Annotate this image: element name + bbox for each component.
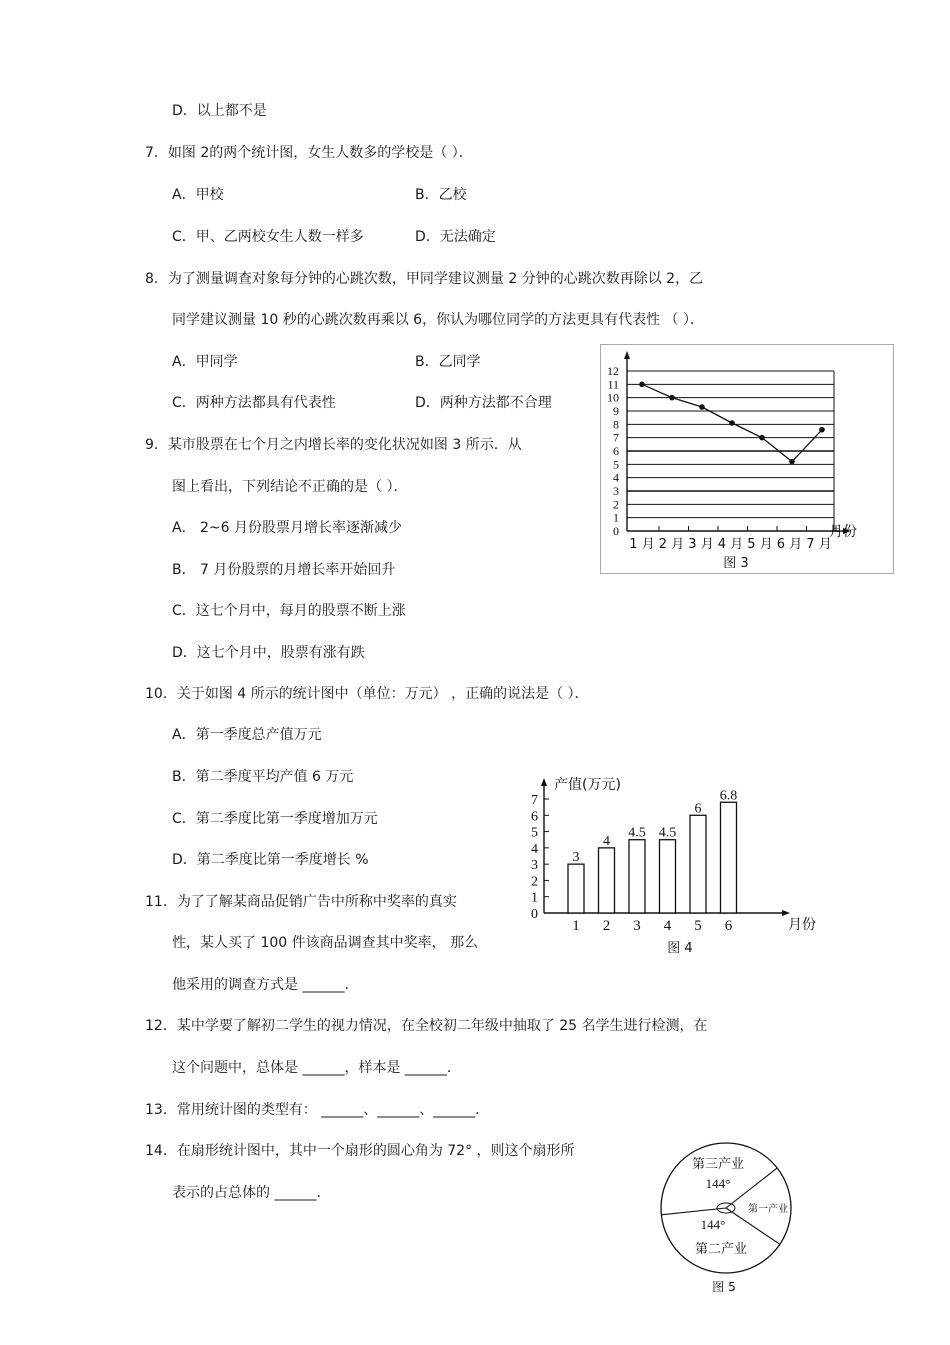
- q12-stem-line1: 12．某中学要了解初二学生的视力情况，在全校初二年级中抽取了 25 名学生进行检测，在: [145, 1018, 708, 1034]
- q14-stem-line1: 14．在扇形统计图中，其中一个扇形的圆心角为 72° ，则这个扇形所: [145, 1143, 575, 1159]
- q10-option-d: D．第二季度比第一季度增长 %: [172, 852, 369, 868]
- x-tick-label: 2: [602, 918, 611, 934]
- sector-label-secondary: 第二产业: [694, 1242, 748, 1257]
- data-point: [639, 382, 645, 388]
- x-tick-label: 5: [694, 918, 702, 934]
- x-tick-label: 4: [663, 918, 672, 934]
- sector-boundary: [726, 1168, 777, 1208]
- y-tick-label: 6: [531, 809, 538, 825]
- q8-option-a: A．甲同学: [172, 354, 238, 370]
- data-point: [699, 404, 705, 410]
- figure-4-bar-chart: [528, 768, 826, 958]
- q9-option-a: A． 2~6 月份股票月增长率逐渐减少: [172, 520, 403, 536]
- q6-option-d: D．以上都不是: [172, 103, 267, 119]
- q9-option-d: D．这七个月中，股票有涨有跌: [172, 645, 365, 661]
- bar: [721, 802, 737, 913]
- data-point: [819, 427, 825, 433]
- q11-stem-line1: 11．为了了解某商品促销广告中所称中奖率的真实: [145, 894, 457, 910]
- y-tick-label: 10: [607, 390, 619, 405]
- figure-3: [600, 344, 894, 574]
- q8-stem-line1: 8．为了测量调查对象每分钟的心跳次数，甲同学建议测量 2 分钟的心跳次数再除以 2，乙: [145, 271, 704, 287]
- q13-stem: 13．常用统计图的类型有： ______、______、______．: [145, 1102, 490, 1118]
- q10-stem: 10．关于如图 4 所示的统计图中（单位：万元） ，正确的说法是（ ）．: [145, 686, 589, 702]
- bar-value-label: 6.8: [719, 788, 738, 804]
- y-tick-label: 11: [607, 377, 619, 392]
- q7-option-c: C．甲、乙两校女生人数一样多: [172, 229, 364, 245]
- y-tick-label: 0: [613, 524, 619, 538]
- q11-stem-line3: 他采用的调查方式是 ______．: [172, 977, 359, 993]
- figure-3-line-chart: [601, 345, 893, 573]
- bar: [690, 815, 706, 913]
- data-point: [759, 435, 765, 441]
- x-tick-label: 3 月: [688, 537, 714, 552]
- figure-4-y-title: 产值(万元): [554, 777, 621, 793]
- y-tick-label: 5: [531, 825, 538, 841]
- bar: [568, 864, 584, 913]
- x-tick-label: 3: [633, 918, 641, 934]
- q8-option-c: C．两种方法都具有代表性: [172, 395, 336, 411]
- y-tick-label: 3: [531, 858, 538, 874]
- data-point: [729, 420, 735, 426]
- y-tick-label: 9: [613, 404, 619, 418]
- figure-5-caption: 图 5: [712, 1280, 736, 1294]
- bar: [599, 848, 615, 913]
- x-tick-label: 4 月: [717, 537, 744, 552]
- q7-stem: 7．如图 2的两个统计图，女生人数多的学校是（ ）．: [145, 145, 473, 161]
- q10-option-b: B．第二季度平均产值 6 万元: [172, 769, 354, 785]
- q8-option-b: B．乙同学: [415, 354, 481, 370]
- y-tick-label: 3: [613, 484, 619, 498]
- figure-3-x-unit: 月份: [829, 524, 857, 540]
- q9-stem-line1: 9．某市股票在七个月之内增长率的变化状况如图 3 所示．从: [145, 437, 522, 453]
- x-tick-label: 7 月: [806, 537, 832, 552]
- x-tick-label: 5 月: [747, 537, 773, 552]
- y-tick-label: 5: [613, 457, 619, 472]
- x-tick-label: 1 月: [629, 537, 655, 552]
- q9-option-c: C．这七个月中，每月的股票不断上涨: [172, 603, 406, 619]
- figure-3-caption: 图 3: [723, 556, 749, 571]
- x-tick-label: 2 月: [658, 537, 685, 552]
- data-point: [789, 459, 795, 465]
- y-tick-label: 4: [531, 841, 538, 857]
- bar-value-label: 3: [572, 850, 580, 866]
- y-tick-label: 12: [607, 364, 619, 378]
- angle-label-tertiary: 144°: [705, 1176, 731, 1191]
- q12-stem-line2: 这个问题中，总体是 ______，样本是 ______．: [172, 1060, 461, 1076]
- y-axis-arrow: [624, 351, 630, 359]
- q7-option-b: B．乙校: [415, 187, 467, 203]
- x-tick-label: 6: [724, 918, 733, 934]
- y-tick-label: 4: [613, 470, 619, 485]
- bar-value-label: 4: [603, 833, 610, 849]
- sector-label-primary: 第一产业: [748, 1204, 788, 1215]
- angle-label-secondary: 144°: [700, 1217, 726, 1232]
- q8-stem-line2: 同学建议测量 10 秒的心跳次数再乘以 6，你认为哪位同学的方法更具有代表性 （ ）．: [172, 312, 704, 328]
- y-tick-label: 7: [613, 430, 619, 445]
- figure-4-x-unit: 月份: [788, 917, 816, 933]
- figure-4-caption: 图 4: [667, 941, 693, 956]
- x-axis-arrow: [782, 910, 790, 916]
- y-tick-label: 6: [613, 444, 619, 458]
- sector-label-tertiary: 第三产业: [691, 1157, 745, 1172]
- bar-value-label: 6: [694, 801, 702, 817]
- q8-option-d: D．两种方法都不合理: [415, 395, 552, 411]
- q9-stem-line2: 图上看出，下列结论不正确的是（ ）．: [172, 479, 408, 495]
- q10-option-a: A．第一季度总产值万元: [172, 727, 322, 743]
- sector-boundary: [661, 1208, 726, 1215]
- q9-option-b: B． 7 月份股票的月增长率开始回升: [172, 562, 396, 578]
- data-point: [669, 395, 675, 401]
- bar: [660, 840, 676, 913]
- y-tick-label: 1: [531, 890, 538, 906]
- bar-value-label: 4.5: [628, 825, 646, 841]
- q7-option-a: A．甲校: [172, 187, 224, 203]
- q11-stem-line2: 性，某人买了 100 件该商品调查其中奖率， 那么: [172, 935, 479, 951]
- y-tick-label: 8: [613, 417, 619, 432]
- x-tick-label: 6 月: [776, 537, 803, 552]
- y-tick-label: 0: [531, 907, 538, 922]
- figure-5-pie-chart: [656, 1138, 800, 1300]
- q10-option-c: C．第二季度比第一季度增加万元: [172, 811, 378, 827]
- q14-stem-line2: 表示的占总体的 ______．: [172, 1185, 331, 1201]
- y-axis-arrow: [541, 778, 547, 786]
- y-tick-label: 7: [531, 793, 538, 808]
- bar: [629, 840, 645, 913]
- figure-4: [528, 768, 826, 958]
- y-tick-label: 2: [613, 497, 619, 512]
- figure-5: [656, 1138, 800, 1300]
- bar-value-label: 4.5: [658, 825, 677, 841]
- y-tick-label: 1: [613, 510, 619, 525]
- y-tick-label: 2: [531, 874, 538, 890]
- x-tick-label: 1: [572, 918, 580, 934]
- q7-option-d: D．无法确定: [415, 229, 496, 245]
